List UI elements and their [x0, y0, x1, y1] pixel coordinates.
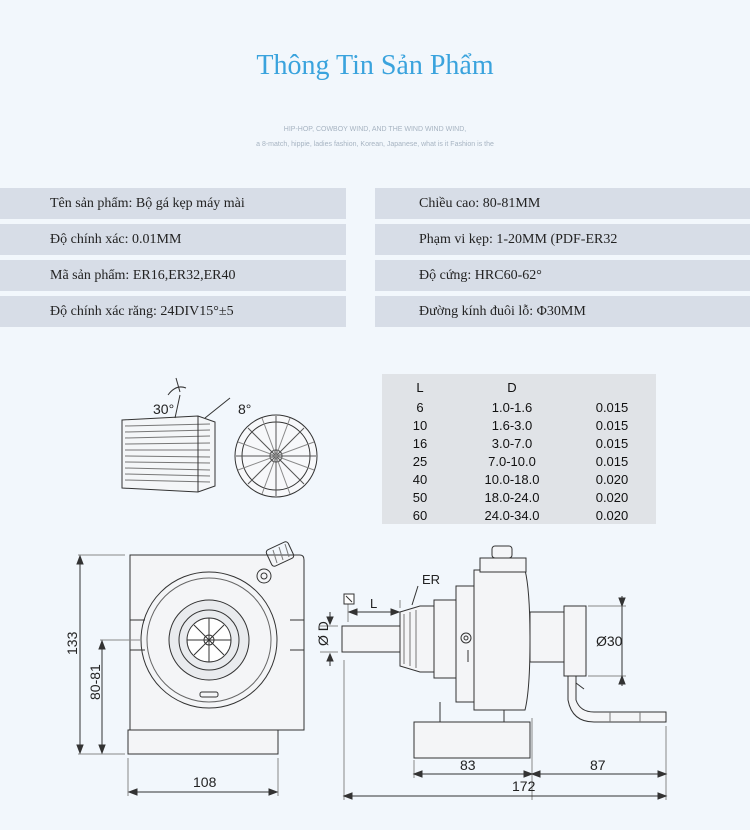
subtitle-line-1: HIP-HOP, COWBOY WIND, AND THE WIND WIND WIND, — [283, 126, 467, 133]
table-cell: 1.0-1.6 — [491, 400, 533, 415]
label-bore-diameter: Ø30 — [596, 633, 623, 649]
spec-accuracy: Độ chính xác: 0.01MM — [0, 224, 346, 255]
collet-end-view — [235, 415, 317, 497]
dim-side-right: 87 — [590, 757, 606, 773]
dim-height-center: 80-81 — [87, 664, 103, 700]
table-cell: 0.015 — [595, 418, 629, 433]
side-view — [320, 546, 666, 800]
table-cell: 7.0-10.0 — [488, 454, 536, 469]
table-cell: 50 — [412, 490, 428, 505]
label-diameter-d: Ø D — [315, 621, 331, 646]
page-title: Thông Tin Sản Phẩm — [256, 50, 494, 81]
table-cell: 0.020 — [595, 490, 629, 505]
collet-angle-right: 8° — [238, 401, 252, 417]
table-cell: 60 — [412, 508, 428, 523]
label-er: ER — [422, 572, 441, 587]
table-cell: 10 — [412, 418, 428, 433]
table-cell: 24.0-34.0 — [484, 508, 540, 523]
table-cell: 40 — [412, 472, 428, 487]
collet-angle-left: 30° — [153, 401, 175, 417]
spec-product-code: Mã sản phẩm: ER16,ER32,ER40 — [0, 260, 346, 291]
dim-side-total: 172 — [512, 778, 536, 794]
dim-side-left: 83 — [460, 757, 476, 773]
spec-tail-diameter: Đường kính đuôi lỗ: Φ30MM — [375, 296, 750, 327]
front-view — [77, 541, 304, 796]
table-cell: 0.020 — [595, 508, 629, 523]
table-cell: 16 — [412, 436, 428, 451]
subtitle-line-2: a 8-match, hippie, ladies fashion, Korean, Japanese, what is it Fashion is the — [256, 141, 494, 148]
table-cell: 6 — [416, 400, 424, 415]
table-header-d: D — [507, 380, 517, 395]
table-cell: 0.015 — [595, 400, 629, 415]
table-cell: 0.020 — [595, 472, 629, 487]
spec-height: Chiều cao: 80-81MM — [375, 188, 750, 219]
dim-height-total: 133 — [64, 631, 80, 655]
spec-tooth-accuracy: Độ chính xác răng: 24DIV15°±5 — [0, 296, 346, 327]
table-cell: 3.0-7.0 — [491, 436, 533, 451]
table-cell: 0.015 — [595, 454, 629, 469]
spec-product-name: Tên sản phẩm: Bộ gá kẹp máy mài — [0, 188, 346, 219]
table-cell: 25 — [412, 454, 428, 469]
spec-hardness: Độ cứng: HRC60-62° — [375, 260, 750, 291]
table-cell: 0.015 — [595, 436, 629, 451]
collet-side-view — [122, 378, 230, 492]
table-header-l: L — [416, 380, 424, 395]
table-cell: 1.6-3.0 — [491, 418, 533, 433]
spec-clamp-range: Phạm vi kẹp: 1-20MM (PDF-ER32 — [375, 224, 750, 255]
table-cell: 18.0-24.0 — [484, 490, 540, 505]
dim-width-front: 108 — [193, 774, 217, 790]
label-l: L — [370, 596, 378, 611]
table-cell: 10.0-18.0 — [484, 472, 540, 487]
